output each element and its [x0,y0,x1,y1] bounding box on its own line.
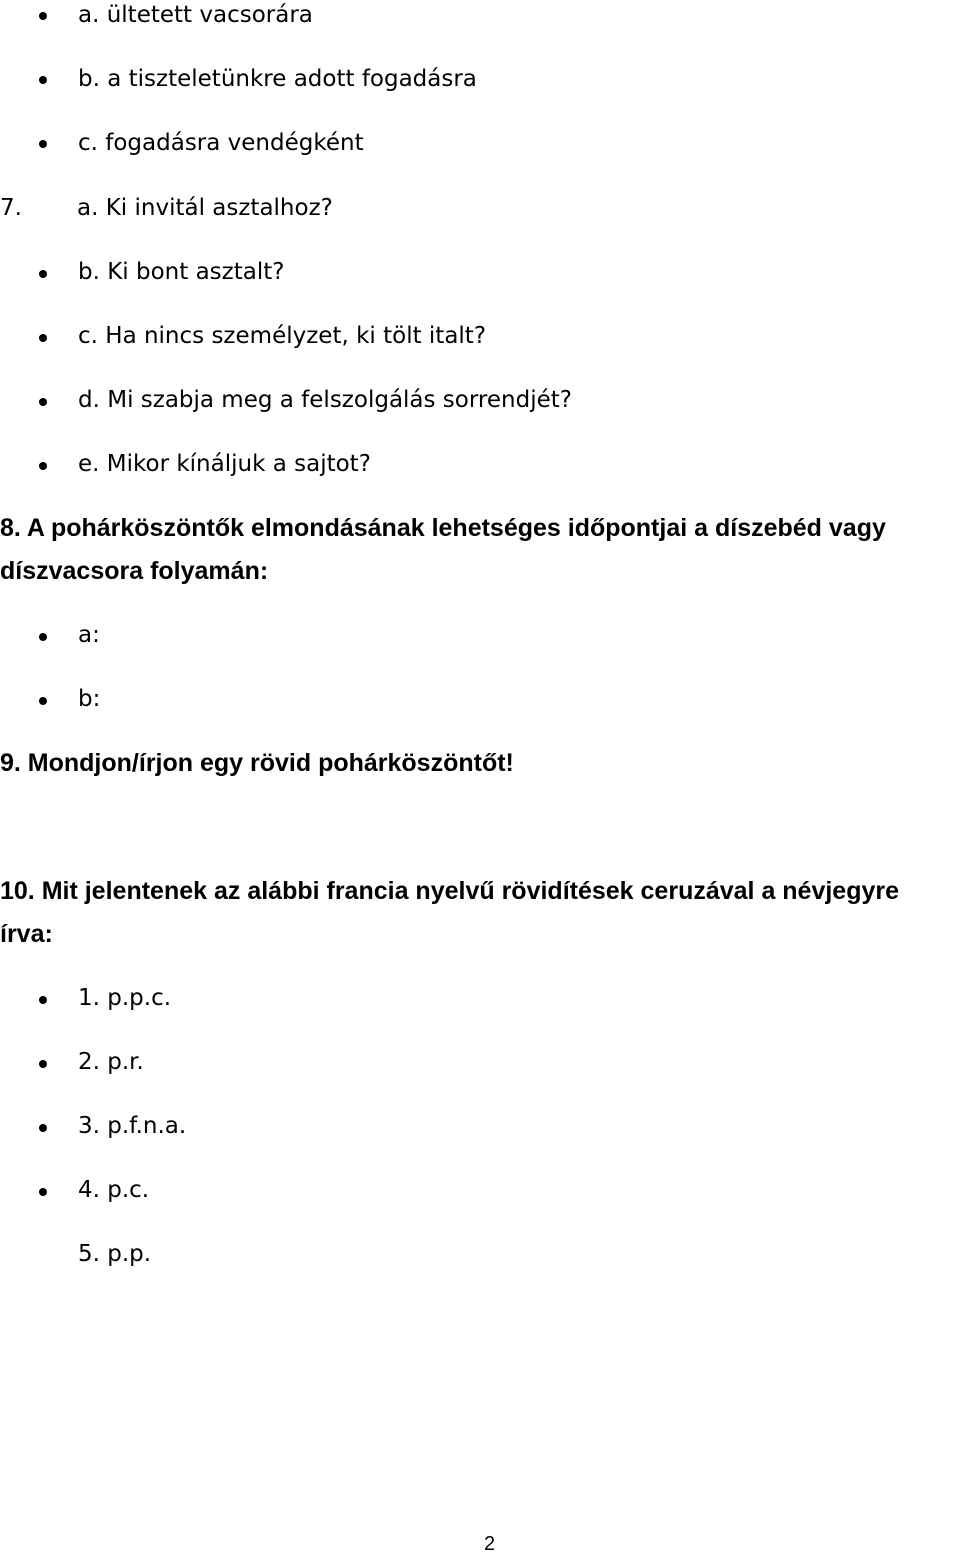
q10-item-1: 1. p.p.c. [78,985,172,1011]
q8-item-a: a: [78,622,100,648]
q7-item-d: d. Mi szabja meg a felszolgálás sorrendjét? [78,387,572,413]
q7-item-c: c. Ha nincs személyzet, ki tölt italt? [78,323,487,349]
bullet-icon [39,334,47,342]
bullet-icon [39,633,47,641]
q7-item-e: e. Mikor kínáljuk a sajtot? [78,451,371,477]
bullet-icon [39,76,47,84]
bullet-icon [39,140,47,148]
q8-item-b: b: [78,686,101,712]
bullet-icon [39,996,47,1004]
q8-heading-line2: díszvacsora folyamán: [0,557,269,585]
bullet-icon [39,1188,47,1196]
bullet-icon [39,398,47,406]
q10-item-2: 2. p.r. [78,1049,144,1075]
q10-item-4: 4. p.c. [78,1177,150,1203]
q7-number: 7. [0,195,22,221]
bullet-icon [39,462,47,470]
q7-item-b: b. Ki bont asztalt? [78,259,285,285]
q10-item-5: 5. p.p. [78,1241,152,1267]
q7-item-a: a. Ki invitál asztalhoz? [77,195,333,221]
q10-item-3: 3. p.f.n.a. [78,1113,187,1139]
bullet-icon [39,1124,47,1132]
q6-option-c: c. fogadásra vendégként [78,130,364,156]
q9-heading: 9. Mondjon/írjon egy rövid pohárköszöntőt! [0,749,514,777]
q6-option-b: b. a tiszteletünkre adott fogadásra [78,66,477,92]
bullet-icon [39,697,47,705]
bullet-icon [39,270,47,278]
q10-heading-line1: 10. Mit jelentenek az alábbi francia nyelvű rövidítések ceruzával a névjegyre [0,877,900,905]
q6-option-a: a. ültetett vacsorára [78,2,313,28]
page-number: 2 [484,1533,496,1555]
q10-heading-line2: írva: [0,920,53,948]
q8-heading-line1: 8. A pohárköszöntők elmondásának lehetséges időpontjai a díszebéd vagy [0,514,886,542]
bullet-icon [39,1060,47,1068]
bullet-icon [39,12,47,20]
